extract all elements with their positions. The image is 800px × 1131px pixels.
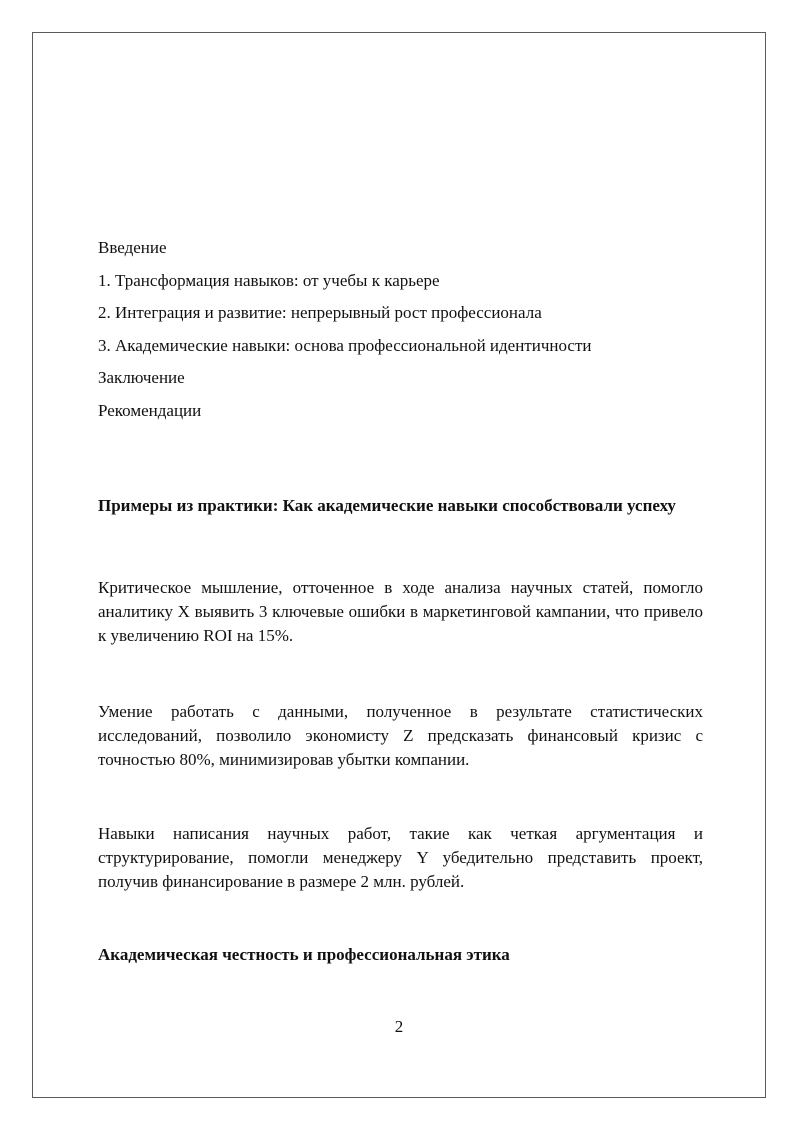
document-page xyxy=(32,32,766,1098)
paragraph-critical-thinking: Критическое мышление, отточенное в ходе анализа научных статей, помогло аналитику X выявить 3 ключевые ошибки в маркетинговой кампании, что привело к увеличению ROI на 15%. xyxy=(98,578,703,645)
section-heading-academic-integrity: Академическая честность и профессиональная этика xyxy=(98,945,510,964)
toc-item-recommendations: Рекомендации xyxy=(98,400,202,420)
paragraph-data-skills: Умение работать с данными, полученное в результате статистических исследований, позволило экономисту Z предсказать финансовый кризис с точностью 80%, минимизировав убытки компании. xyxy=(98,702,703,769)
paragraph-writing-skills: Навыки написания научных работ, такие как четкая аргументация и структурирование, помогли менеджеру Y убедительно представить проект, получив финансирование в размере 2 млн. рублей. xyxy=(98,824,703,891)
toc-item-chapter-1: 1. Трансформация навыков: от учебы к карьере xyxy=(98,270,440,290)
toc-item-introduction: Введение xyxy=(98,238,167,257)
section-heading-practice-examples: Примеры из практики: Как академические навыки способствовали успеху xyxy=(98,496,676,515)
page-number: 2 xyxy=(394,1017,404,1036)
toc-item-chapter-3: 3. Академические навыки: основа профессиональной идентичности xyxy=(98,335,592,355)
table-of-contents xyxy=(98,232,703,428)
toc-item-conclusion: Заключение xyxy=(98,368,185,388)
toc-item-chapter-2: 2. Интеграция и развитие: непрерывный рост профессионала xyxy=(98,303,542,323)
